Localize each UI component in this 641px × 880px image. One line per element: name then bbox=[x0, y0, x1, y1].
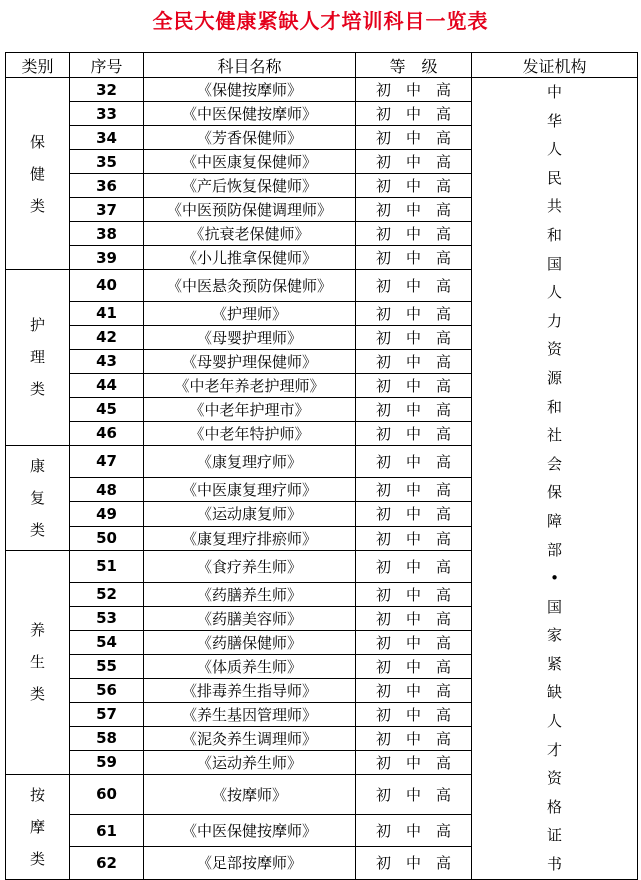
level-label: 初 bbox=[375, 854, 391, 873]
category-char: 康 bbox=[29, 456, 45, 475]
level-cell bbox=[356, 102, 472, 126]
level-label: 中 bbox=[405, 729, 421, 748]
level-cell bbox=[356, 325, 472, 349]
level-label: 高 bbox=[435, 753, 451, 772]
level-label: 高 bbox=[435, 201, 451, 219]
row-number: 48 bbox=[70, 478, 144, 502]
level-label: 中 bbox=[405, 557, 421, 576]
level-label: 高 bbox=[435, 529, 451, 548]
level-cell bbox=[356, 445, 472, 477]
level-label: 高 bbox=[435, 249, 451, 267]
level-cell bbox=[356, 174, 472, 198]
level-cell bbox=[356, 421, 472, 445]
issuer-cell bbox=[472, 78, 638, 880]
level-label: 高 bbox=[435, 225, 451, 243]
subject-name: 《按摩师》 bbox=[144, 774, 356, 814]
level-label: 中 bbox=[405, 505, 421, 524]
level-label: 中 bbox=[405, 657, 421, 676]
level-cell bbox=[356, 78, 472, 102]
level-cell bbox=[356, 582, 472, 606]
row-number: 46 bbox=[70, 421, 144, 445]
issuer-char: 共 bbox=[546, 197, 562, 216]
level-label: 高 bbox=[435, 705, 451, 724]
level-label: 初 bbox=[375, 585, 391, 604]
level-label: 中 bbox=[405, 424, 421, 443]
level-cell bbox=[356, 222, 472, 246]
level-label: 中 bbox=[405, 822, 421, 841]
level-label: 高 bbox=[435, 352, 451, 371]
issuer-char: 人 bbox=[546, 712, 562, 731]
subject-name: 《运动康复师》 bbox=[144, 502, 356, 526]
issuer-char: 力 bbox=[546, 311, 562, 330]
table-body bbox=[6, 78, 638, 880]
level-label: 中 bbox=[405, 81, 421, 99]
level-label: 高 bbox=[435, 452, 451, 471]
level-label: 中 bbox=[405, 276, 421, 295]
level-label: 初 bbox=[375, 681, 391, 700]
subject-name: 《康复理疗师》 bbox=[144, 445, 356, 477]
header-row bbox=[6, 53, 638, 78]
row-number: 53 bbox=[70, 606, 144, 630]
subject-table bbox=[5, 52, 638, 880]
subject-name: 《中医悬灸预防保健师》 bbox=[144, 270, 356, 302]
level-label: 高 bbox=[435, 304, 451, 323]
row-number: 34 bbox=[70, 126, 144, 150]
row-number: 62 bbox=[70, 847, 144, 879]
level-label: 初 bbox=[375, 276, 391, 295]
level-label: 初 bbox=[375, 177, 391, 195]
subject-name: 《母婴护理师》 bbox=[144, 325, 356, 349]
level-label: 初 bbox=[375, 400, 391, 419]
subject-name: 《护理师》 bbox=[144, 301, 356, 325]
category-char: 类 bbox=[29, 380, 45, 399]
subject-name: 《保健按摩师》 bbox=[144, 78, 356, 102]
level-label: 中 bbox=[405, 249, 421, 267]
issuer-char: 会 bbox=[546, 454, 562, 473]
issuer-char: 源 bbox=[546, 368, 562, 387]
level-label: 高 bbox=[435, 854, 451, 873]
level-label: 高 bbox=[435, 81, 451, 99]
row-number: 37 bbox=[70, 198, 144, 222]
level-label: 高 bbox=[435, 153, 451, 171]
row-number: 55 bbox=[70, 654, 144, 678]
issuer-char: 华 bbox=[546, 111, 562, 130]
level-label: 初 bbox=[375, 529, 391, 548]
level-label: 中 bbox=[405, 304, 421, 323]
subject-name: 《体质养生师》 bbox=[144, 654, 356, 678]
level-label: 中 bbox=[405, 328, 421, 347]
row-number: 35 bbox=[70, 150, 144, 174]
row-number: 42 bbox=[70, 325, 144, 349]
level-label: 高 bbox=[435, 505, 451, 524]
level-label: 中 bbox=[405, 153, 421, 171]
level-label: 初 bbox=[375, 249, 391, 267]
subject-name: 《产后恢复保健师》 bbox=[144, 174, 356, 198]
row-number: 45 bbox=[70, 397, 144, 421]
level-cell bbox=[356, 630, 472, 654]
level-cell bbox=[356, 270, 472, 302]
subject-name: 《中老年护理市》 bbox=[144, 397, 356, 421]
row-number: 41 bbox=[70, 301, 144, 325]
level-cell bbox=[356, 814, 472, 846]
table-row bbox=[6, 78, 638, 102]
row-number: 43 bbox=[70, 349, 144, 373]
level-label: 初 bbox=[375, 225, 391, 243]
issuer-char: 国 bbox=[546, 254, 562, 273]
row-number: 44 bbox=[70, 373, 144, 397]
level-label: 中 bbox=[405, 129, 421, 147]
issuer-char: 格 bbox=[546, 797, 562, 816]
level-cell bbox=[356, 126, 472, 150]
issuer-char: 资 bbox=[546, 340, 562, 359]
level-label: 中 bbox=[405, 177, 421, 195]
level-label: 高 bbox=[435, 424, 451, 443]
issuer-char: 保 bbox=[546, 483, 562, 502]
level-cell bbox=[356, 726, 472, 750]
level-label: 中 bbox=[405, 201, 421, 219]
row-number: 39 bbox=[70, 246, 144, 270]
level-cell bbox=[356, 373, 472, 397]
category-char: 按 bbox=[29, 785, 45, 804]
level-label: 中 bbox=[405, 352, 421, 371]
level-cell bbox=[356, 526, 472, 550]
level-label: 初 bbox=[375, 328, 391, 347]
header-category: 类别 bbox=[6, 53, 70, 78]
issuer-char: 和 bbox=[546, 225, 562, 244]
level-label: 初 bbox=[375, 129, 391, 147]
subject-name: 《排毒养生指导师》 bbox=[144, 678, 356, 702]
header-issuer: 发证机构 bbox=[472, 53, 638, 78]
subject-name: 《养生基因管理师》 bbox=[144, 702, 356, 726]
category-char: 类 bbox=[29, 849, 45, 868]
issuer-char: 紧 bbox=[546, 654, 562, 673]
subject-name: 《芳香保健师》 bbox=[144, 126, 356, 150]
level-label: 中 bbox=[405, 681, 421, 700]
row-number: 47 bbox=[70, 445, 144, 477]
issuer-char: • bbox=[550, 569, 559, 588]
level-cell bbox=[356, 847, 472, 879]
level-label: 高 bbox=[435, 328, 451, 347]
category-char: 类 bbox=[29, 196, 45, 215]
level-cell bbox=[356, 606, 472, 630]
header-number: 序号 bbox=[70, 53, 144, 78]
subject-name: 《中医保健按摩师》 bbox=[144, 814, 356, 846]
row-number: 59 bbox=[70, 750, 144, 774]
level-label: 初 bbox=[375, 201, 391, 219]
row-number: 49 bbox=[70, 502, 144, 526]
category-cell bbox=[6, 550, 70, 774]
level-label: 初 bbox=[375, 81, 391, 99]
category-char: 保 bbox=[29, 132, 45, 151]
row-number: 56 bbox=[70, 678, 144, 702]
level-label: 高 bbox=[435, 681, 451, 700]
row-number: 50 bbox=[70, 526, 144, 550]
level-label: 中 bbox=[405, 785, 421, 804]
level-label: 中 bbox=[405, 452, 421, 471]
category-char: 类 bbox=[29, 520, 45, 539]
level-label: 中 bbox=[405, 225, 421, 243]
subject-name: 《运动养生师》 bbox=[144, 750, 356, 774]
page-title: 全民大健康紧缺人才培训科目一览表 bbox=[152, 9, 489, 33]
level-label: 高 bbox=[435, 657, 451, 676]
level-cell bbox=[356, 301, 472, 325]
level-label: 高 bbox=[435, 633, 451, 652]
level-label: 高 bbox=[435, 400, 451, 419]
level-label: 高 bbox=[435, 481, 451, 500]
level-label: 中 bbox=[405, 585, 421, 604]
level-cell bbox=[356, 349, 472, 373]
subject-name: 《药膳养生师》 bbox=[144, 582, 356, 606]
level-label: 高 bbox=[435, 276, 451, 295]
level-label: 初 bbox=[375, 609, 391, 628]
subject-name: 《中医康复保健师》 bbox=[144, 150, 356, 174]
subject-name: 《中老年特护师》 bbox=[144, 421, 356, 445]
level-label: 初 bbox=[375, 304, 391, 323]
issuer-char: 社 bbox=[546, 426, 562, 445]
category-char: 养 bbox=[29, 621, 45, 640]
subject-name: 《母婴护理保健师》 bbox=[144, 349, 356, 373]
issuer-char: 障 bbox=[546, 511, 562, 530]
subject-name: 《小儿推拿保健师》 bbox=[144, 246, 356, 270]
level-label: 中 bbox=[405, 376, 421, 395]
category-char: 类 bbox=[29, 685, 45, 704]
issuer-char: 人 bbox=[546, 283, 562, 302]
level-label: 中 bbox=[405, 105, 421, 123]
issuer-char: 缺 bbox=[546, 683, 562, 702]
issuer-char: 资 bbox=[546, 769, 562, 788]
level-label: 中 bbox=[405, 753, 421, 772]
level-label: 初 bbox=[375, 505, 391, 524]
category-char: 摩 bbox=[29, 817, 45, 836]
category-cell bbox=[6, 774, 70, 879]
level-label: 高 bbox=[435, 822, 451, 841]
subject-name: 《药膳保健师》 bbox=[144, 630, 356, 654]
subject-name: 《食疗养生师》 bbox=[144, 550, 356, 582]
level-cell bbox=[356, 774, 472, 814]
level-cell bbox=[356, 678, 472, 702]
category-char: 健 bbox=[29, 164, 45, 183]
level-label: 初 bbox=[375, 105, 391, 123]
category-char: 护 bbox=[29, 316, 45, 335]
issuer-char: 才 bbox=[546, 740, 562, 759]
row-number: 38 bbox=[70, 222, 144, 246]
level-label: 高 bbox=[435, 785, 451, 804]
level-label: 高 bbox=[435, 376, 451, 395]
row-number: 33 bbox=[70, 102, 144, 126]
level-label: 高 bbox=[435, 105, 451, 123]
subject-name: 《康复理疗排瘀师》 bbox=[144, 526, 356, 550]
level-label: 初 bbox=[375, 153, 391, 171]
issuer-char: 书 bbox=[546, 855, 562, 874]
category-cell bbox=[6, 270, 70, 446]
row-number: 32 bbox=[70, 78, 144, 102]
subject-name: 《中医保健按摩师》 bbox=[144, 102, 356, 126]
row-number: 54 bbox=[70, 630, 144, 654]
level-label: 初 bbox=[375, 729, 391, 748]
level-label: 高 bbox=[435, 729, 451, 748]
subject-name: 《中医预防保健调理师》 bbox=[144, 198, 356, 222]
issuer-char: 国 bbox=[546, 597, 562, 616]
category-cell bbox=[6, 445, 70, 550]
row-number: 58 bbox=[70, 726, 144, 750]
row-number: 57 bbox=[70, 702, 144, 726]
level-label: 初 bbox=[375, 557, 391, 576]
level-cell bbox=[356, 150, 472, 174]
level-label: 初 bbox=[375, 822, 391, 841]
row-number: 52 bbox=[70, 582, 144, 606]
header-level: 等 级 bbox=[356, 53, 472, 78]
level-label: 中 bbox=[405, 400, 421, 419]
header-subject: 科目名称 bbox=[144, 53, 356, 78]
level-label: 中 bbox=[405, 481, 421, 500]
level-cell bbox=[356, 550, 472, 582]
row-number: 60 bbox=[70, 774, 144, 814]
issuer-char: 家 bbox=[546, 626, 562, 645]
subject-name: 《中医康复理疗师》 bbox=[144, 478, 356, 502]
level-label: 高 bbox=[435, 585, 451, 604]
level-cell bbox=[356, 702, 472, 726]
row-number: 40 bbox=[70, 270, 144, 302]
issuer-char: 和 bbox=[546, 397, 562, 416]
issuer-char: 部 bbox=[546, 540, 562, 559]
subject-name: 《足部按摩师》 bbox=[144, 847, 356, 879]
level-label: 初 bbox=[375, 705, 391, 724]
subject-name: 《抗衰老保健师》 bbox=[144, 222, 356, 246]
subject-name: 《泥灸养生调理师》 bbox=[144, 726, 356, 750]
category-cell bbox=[6, 78, 70, 270]
level-label: 中 bbox=[405, 609, 421, 628]
level-label: 初 bbox=[375, 452, 391, 471]
level-label: 中 bbox=[405, 854, 421, 873]
level-label: 初 bbox=[375, 481, 391, 500]
level-label: 高 bbox=[435, 557, 451, 576]
issuer-char: 民 bbox=[546, 168, 562, 187]
level-label: 初 bbox=[375, 424, 391, 443]
level-label: 高 bbox=[435, 177, 451, 195]
level-cell bbox=[356, 654, 472, 678]
level-label: 中 bbox=[405, 529, 421, 548]
level-cell bbox=[356, 750, 472, 774]
level-label: 初 bbox=[375, 753, 391, 772]
level-label: 初 bbox=[375, 352, 391, 371]
row-number: 61 bbox=[70, 814, 144, 846]
level-label: 中 bbox=[405, 705, 421, 724]
level-label: 高 bbox=[435, 609, 451, 628]
issuer-char: 证 bbox=[546, 826, 562, 845]
level-label: 初 bbox=[375, 633, 391, 652]
row-number: 51 bbox=[70, 550, 144, 582]
level-cell bbox=[356, 397, 472, 421]
level-label: 初 bbox=[375, 376, 391, 395]
issuer-char: 人 bbox=[546, 140, 562, 159]
category-char: 生 bbox=[29, 653, 45, 672]
row-number: 36 bbox=[70, 174, 144, 198]
level-cell bbox=[356, 502, 472, 526]
level-cell bbox=[356, 478, 472, 502]
level-cell bbox=[356, 246, 472, 270]
subject-name: 《药膳美容师》 bbox=[144, 606, 356, 630]
subject-name: 《中老年养老护理师》 bbox=[144, 373, 356, 397]
level-label: 初 bbox=[375, 785, 391, 804]
level-label: 高 bbox=[435, 129, 451, 147]
issuer-char: 中 bbox=[546, 83, 562, 101]
level-label: 初 bbox=[375, 657, 391, 676]
category-char: 复 bbox=[29, 488, 45, 507]
level-label: 中 bbox=[405, 633, 421, 652]
category-char: 理 bbox=[29, 348, 45, 367]
level-cell bbox=[356, 198, 472, 222]
